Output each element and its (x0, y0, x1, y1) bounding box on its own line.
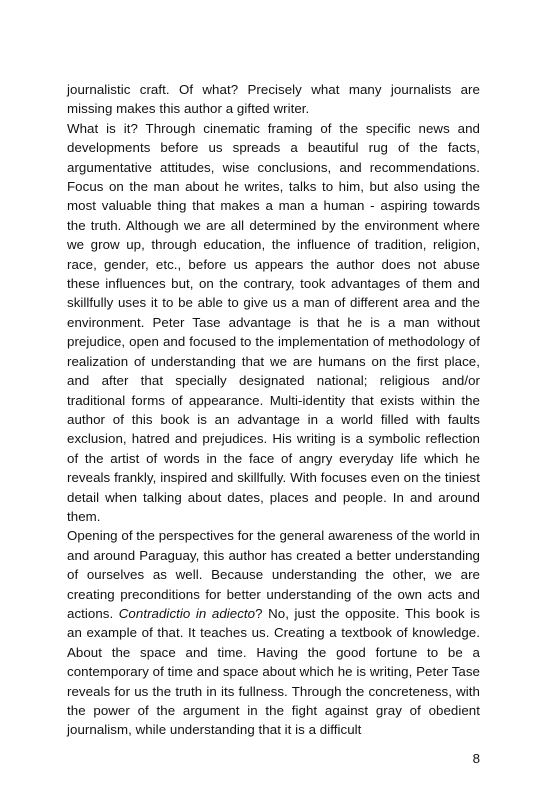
paragraph (67, 119, 480, 527)
paragraph-text: journalistic craft. Of what? Precisely what many journalists are missing makes this author a gifted writer. (67, 82, 480, 117)
paragraph (67, 526, 480, 739)
paragraph-text: ? No, just the opposite. This book is an example of that. It teaches us. Creating a textbook of knowledge. About the space and time. Having the good fortune to be a contemporary of time and space about which he is writing, Peter Tase reveals for us the truth in its fullness. Through the concreteness, with the power of the argument in the fight against gray of obedient journalism, while understanding that it is a difficult (67, 605, 480, 738)
paragraph-text: What is it? Through cinematic framing of the specific news and developments before us spreads a beautiful rug of the facts, argumentative attitudes, wise conclusions, and recommendations. Focus on the man about he writes, talks to him, but also using the most valuable thing that makes a man a human - aspiring towards the truth. Although we are all determined by the environment where we grow up, through education, the influence of tradition, religion, race, gender, etc., before us appears the author does not abuse these influences but, on the contrary, took advantages of them and skillfully uses it to be able to give us a man of different area and the environment. Peter Tase advantage is that he is a man without prejudice, open and focused to the implementation of methodology of realization of understanding that we are humans on the first place, and after that specially designated national; religious and/or traditional forms of appearance. Multi-identity that exists within the author of this book is an advantage in a world filled with faults exclusion, hatred and prejudices. His writing is a symbolic reflection of the artist of words in the face of angry everyday life which he reveals frankly, inspired and skillfully. With focuses even on the tiniest detail when talking about dates, places and people. In and around them. (67, 120, 480, 524)
page-body (67, 80, 480, 740)
latin-phrase: Contradictio in adiecto (118, 605, 256, 621)
paragraph-text: Opening of the perspectives for the general awareness of the world in and around Paraguay, this author has created a better understanding of ourselves as well. Because understanding the other, we are creating preconditions for better understanding of the own acts and actions. (67, 528, 480, 621)
page-number: 8 (472, 751, 480, 766)
paragraph (67, 80, 480, 119)
